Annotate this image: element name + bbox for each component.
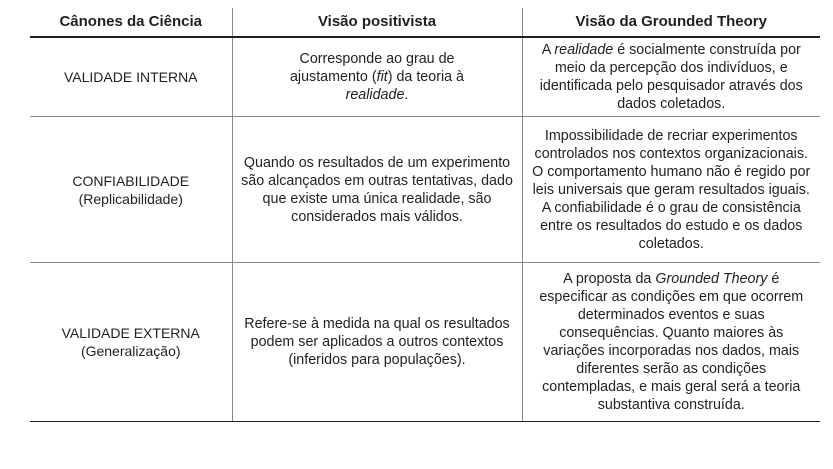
comparison-table-container [30,8,820,422]
canon-cell [30,117,232,263]
text-fragment: ajustamento ( [289,69,377,85]
canon-label: VALIDADE EXTERNA [61,325,200,341]
positivist-cell [232,37,522,117]
grounded-cell [522,117,820,263]
table-row [30,37,820,117]
header-grounded: Visão da Grounded Theory [522,8,820,37]
canon-label: VALIDADE INTERNA [63,69,198,85]
text-fragment-italic: fit [376,69,388,85]
positivist-cell [232,117,522,263]
text-fragment: ) da teoria à [387,69,465,85]
text-fragment-italic: realidade [554,42,614,58]
grounded-cell [522,263,820,422]
canon-sublabel: (Replicabilidade) [78,190,183,207]
text-fragment-italic: Grounded Theory [655,271,768,287]
text-fragment: . [404,87,409,103]
canon-cell [30,37,232,117]
positivist-cell [232,263,522,422]
text-fragment: Impossibilidade de recriar experimentos controlados nos contextos organizacionais. O comportamento humano não é regido por leis universais que geram resultados iguais. A confiabilidade é o grau de consistência entre os resultados do estudo e os dados coletados. [532,127,811,252]
text-fragment: A proposta da [563,271,656,287]
text-fragment: é socialmente construída por meio da percepção dos indivíduos, e identificada pelo pesquisador através dos dados coletados. [539,42,803,112]
text-fragment: Corresponde ao grau de [299,51,455,67]
text-fragment-italic: realidade [345,87,405,103]
text-fragment: Quando os resultados de um experimento são alcançados em outras tentativas, dado que existe uma única realidade, são considerados mais válidos. [241,154,513,225]
grounded-cell [522,37,820,117]
text-fragment: Refere-se à medida na qual os resultados podem ser aplicados a outros contextos (inferidos para populações). [244,316,510,368]
header-positivist: Visão positivista [232,8,522,37]
table-row [30,117,820,263]
comparison-table [30,8,820,422]
text-fragment: A [541,42,555,58]
table-row [30,263,820,422]
header-canons: Cânones da Ciência [30,8,232,37]
canon-cell [30,263,232,422]
table-header-row [30,8,820,37]
text-fragment: é especificar as condições em que ocorrem determinados eventos e suas consequências. Quanto maiores às variações incorporadas nos dados, mais diferentes serão as condições contempladas, e mais geral será a teoria substantiva construída. [539,271,804,413]
canon-label: CONFIABILIDADE [72,172,190,189]
canon-sublabel: (Generalização) [80,343,181,359]
